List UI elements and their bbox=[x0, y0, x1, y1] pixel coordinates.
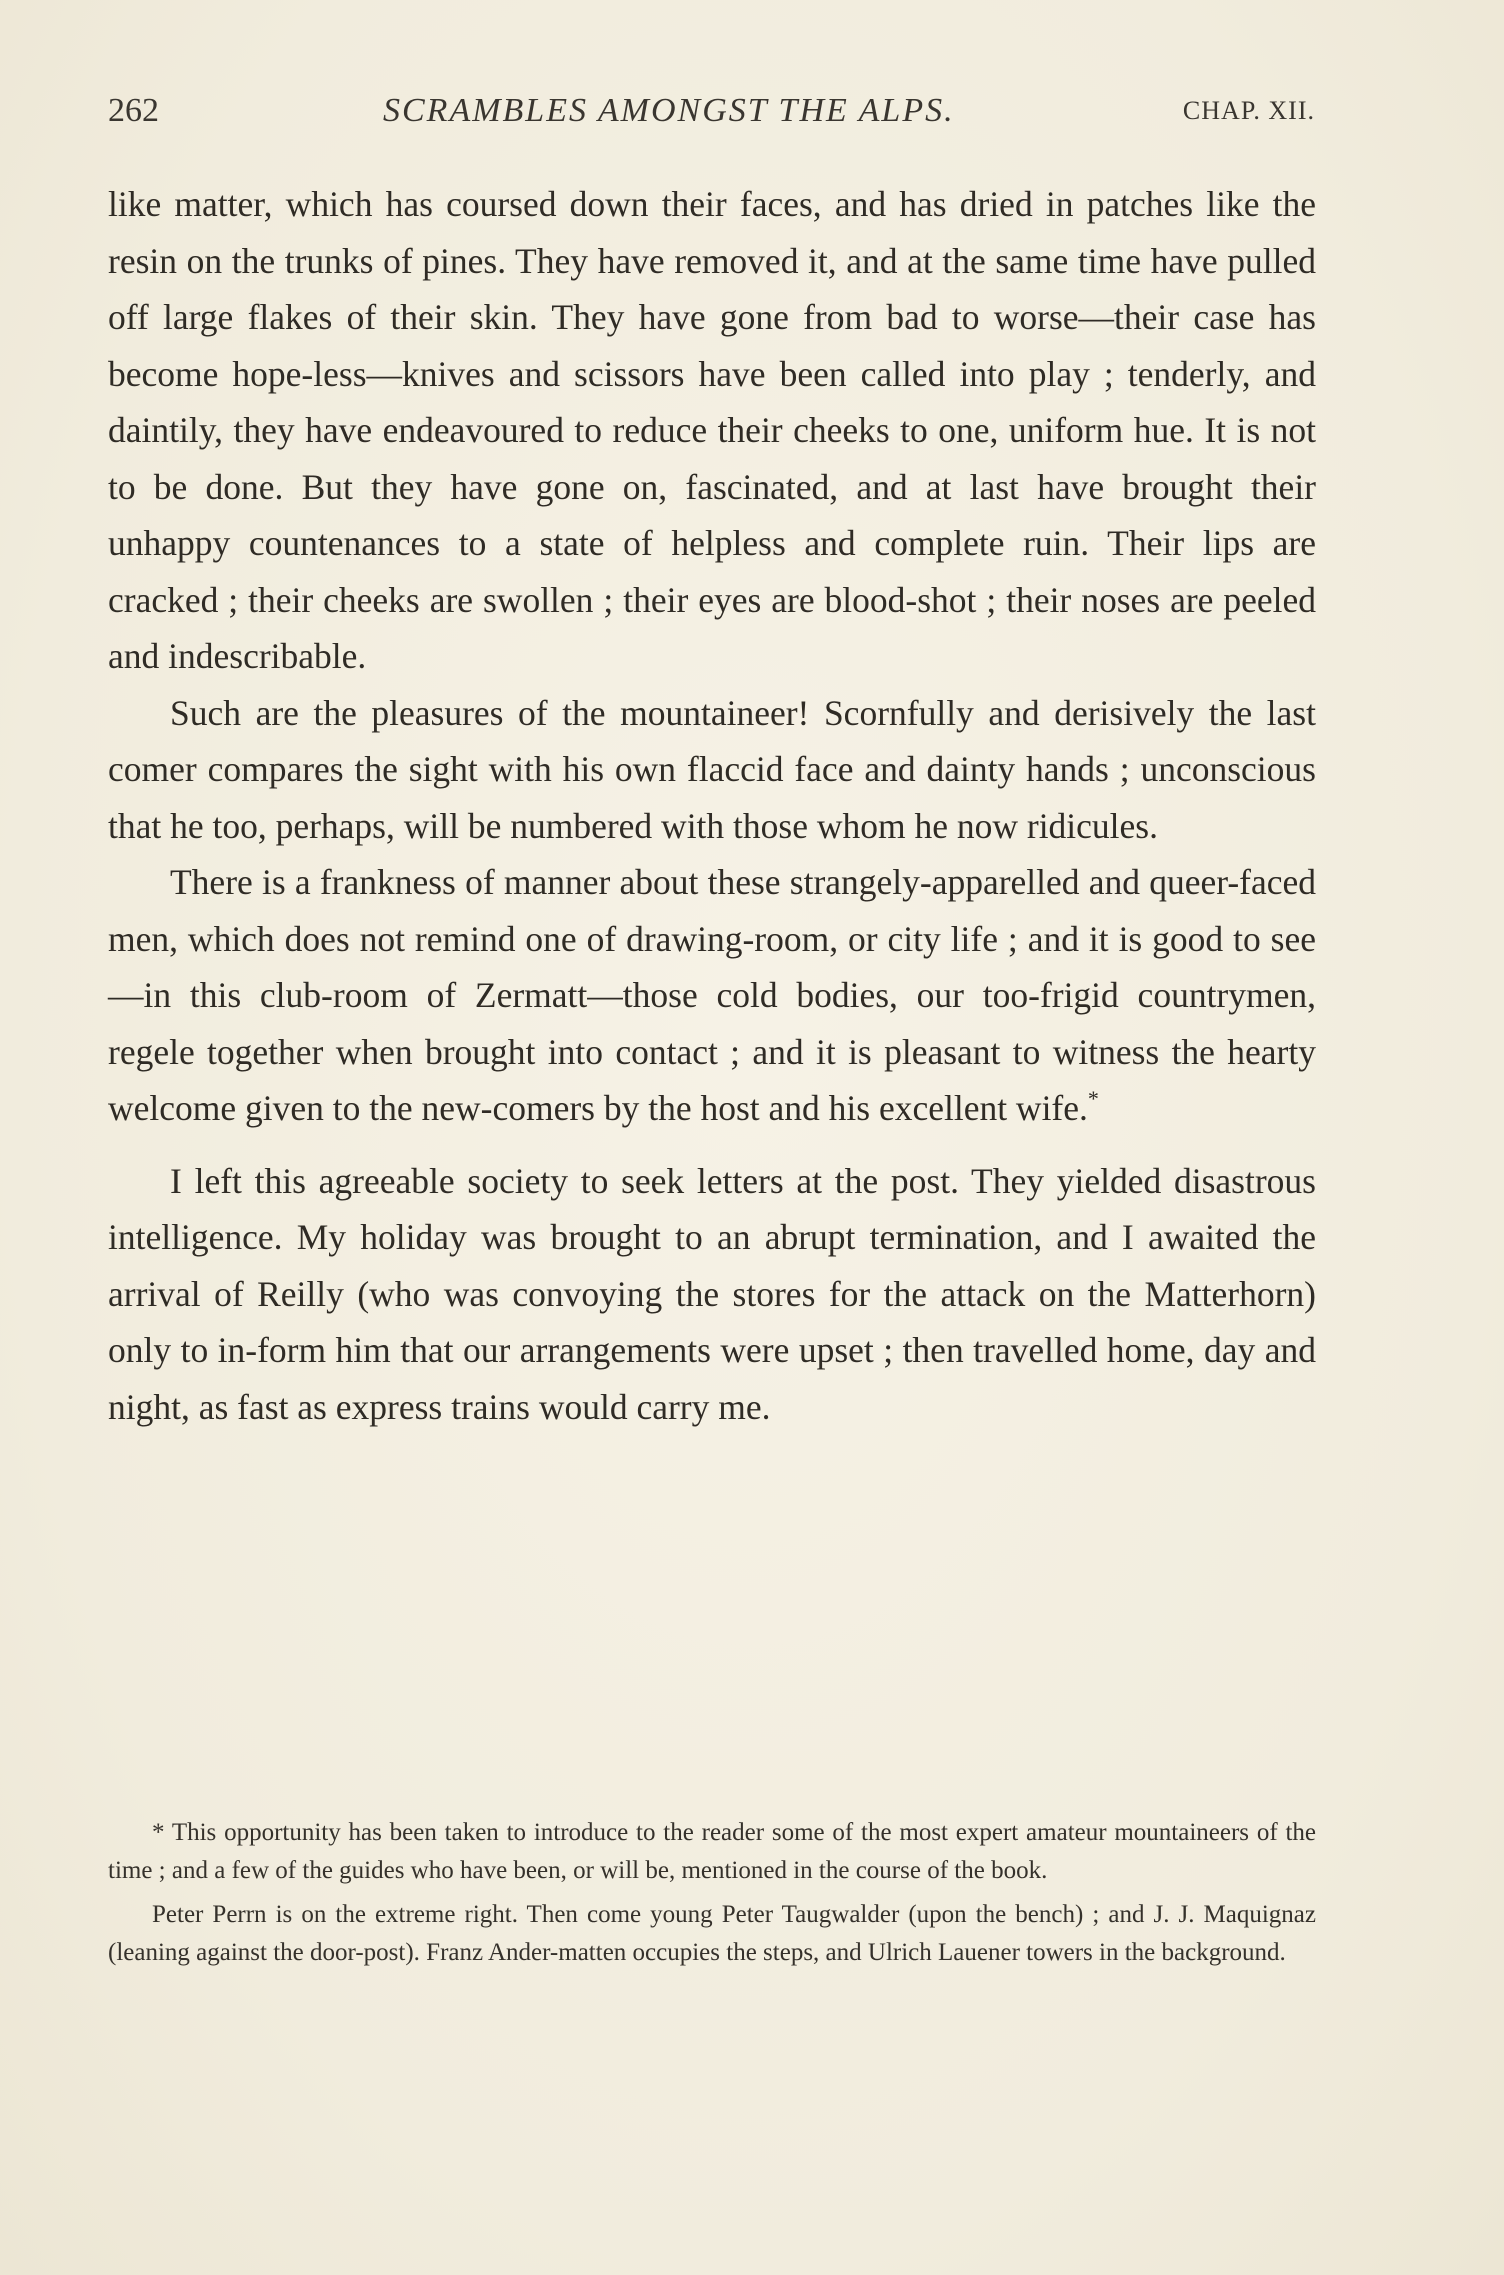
footnote-1: * This opportunity has been taken to introduce to the reader some of the most expert amateur mountaineers of the time ; and a few of the guides who have been, or will be, mentioned in the course of the book. bbox=[108, 1819, 1316, 1884]
body-text bbox=[108, 176, 1316, 1435]
chapter-label: CHAP. XII. bbox=[1182, 96, 1315, 125]
paragraph-4 bbox=[108, 1153, 1316, 1436]
footnote-2: Peter Perrn is on the extreme right. Then come young Peter Taugwalder (upon the bench) ; and J. J. Maquignaz (leaning against the door-post). Franz Ander-matten occupies the steps, and Ulrich Lauener towers in the background. bbox=[108, 1901, 1316, 1966]
paragraph-3 bbox=[108, 854, 1316, 1137]
paragraph-1-text: like matter, which has coursed down their faces, and has dried in patches like the resin on the trunks of pines. They have removed it, and at the same time have pulled off large flakes of their skin. They have gone from bad to worse—their case has become hope-less—knives and scissors have been called into play ; tenderly, and daintily, they have endeavoured to reduce their cheeks to one, uniform hue. It is not to be done. But they have gone on, fascinated, and at last have brought their unhappy countenances to a state of helpless and complete ruin. Their lips are cracked ; their cheeks are swollen ; their eyes are blood-shot ; their noses are peeled and indescribable. bbox=[108, 184, 1316, 676]
page-number: 262 bbox=[108, 92, 159, 129]
paragraph-4-text: I left this agreeable society to seek letters at the post. They yielded disastrous intelligence. My holiday was brought to an abrupt termination, and I awaited the arrival of Reilly (who was convoying the stores for the attack on the Matterhorn) only to in-form him that our arrangements were upset ; then travelled home, day and night, as fast as express trains would carry me. bbox=[108, 1160, 1316, 1427]
paragraph-2-text: Such are the pleasures of the mountaineer! Scornfully and derisively the last comer compares the sight with his own flaccid face and dainty hands ; unconscious that he too, perhaps, will be numbered with those whom he now ridicules. bbox=[108, 692, 1316, 846]
running-header bbox=[108, 92, 1315, 142]
book-title: SCRAMBLES AMONGST THE ALPS. bbox=[383, 92, 955, 129]
paragraph-1 bbox=[108, 176, 1316, 685]
paragraph-2 bbox=[108, 685, 1316, 855]
footnote-reference-mark: * bbox=[1087, 1086, 1099, 1111]
paragraph-3-text: There is a frankness of manner about these strangely-apparelled and queer-faced men, which does not remind one of drawing-room, or city life ; and it is good to see—in this club-room of Zermatt—those cold bodies, our too-frigid countrymen, regele together when brought into contact ; and it is pleasant to witness the hearty welcome given to the new-comers by the host and his excellent wife. bbox=[108, 862, 1316, 1128]
footnotes bbox=[108, 1814, 1316, 1972]
